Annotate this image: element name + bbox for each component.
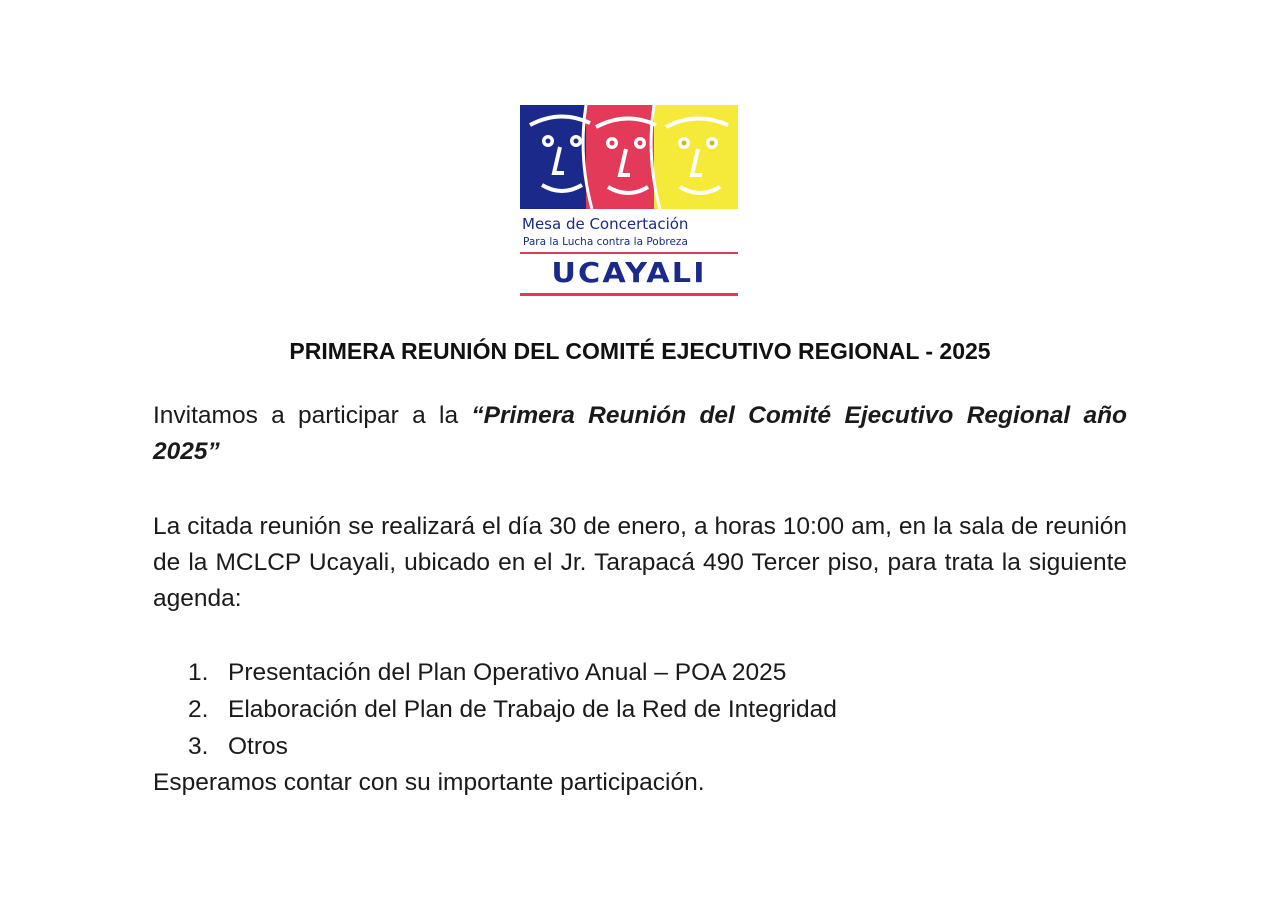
agenda-item	[188, 654, 1088, 691]
agenda-item-number: 3.	[188, 733, 209, 760]
agenda-item-number: 1.	[188, 659, 209, 686]
closing-line: Esperamos contar con su importante participación.	[153, 769, 705, 796]
logo-name-line2: Para la Lucha contra la Pobreza	[523, 236, 688, 248]
agenda-item	[188, 728, 1088, 765]
meeting-name: “Primera Reunión del Comité Ejecutivo Regional año 2025”	[153, 402, 1127, 465]
agenda-item-number: 2.	[188, 696, 209, 723]
intro-paragraph	[153, 398, 1127, 470]
logo-divider-bottom	[520, 293, 738, 296]
mclcp-ucayali-logo	[520, 105, 740, 300]
agenda-list	[188, 654, 1088, 765]
logo-divider-top	[520, 252, 738, 254]
details-paragraph: La citada reunión se realizará el día 30 de enero, a horas 10:00 am, en la sala de reunión de la MCLCP Ucayali, ubicado en el Jr. Tarapacá 490 Tercer piso, para trata la siguiente agenda:	[153, 513, 1127, 612]
intro-text: Invitamos a participar a la	[153, 402, 472, 429]
three-faces-logo-icon	[520, 105, 740, 215]
logo-region-name: UCAYALI	[551, 256, 707, 289]
agenda-item-text: Otros	[228, 733, 288, 760]
document-title: PRIMERA REUNIÓN DEL COMITÉ EJECUTIVO REGIONAL - 2025	[289, 338, 991, 364]
agenda-item-text: Elaboración del Plan de Trabajo de la Red de Integridad	[228, 696, 837, 723]
agenda-item-text: Presentación del Plan Operativo Anual – POA 2025	[228, 659, 787, 686]
logo-name-line1: Mesa de Concertación	[522, 215, 689, 233]
agenda-item	[188, 691, 1088, 728]
